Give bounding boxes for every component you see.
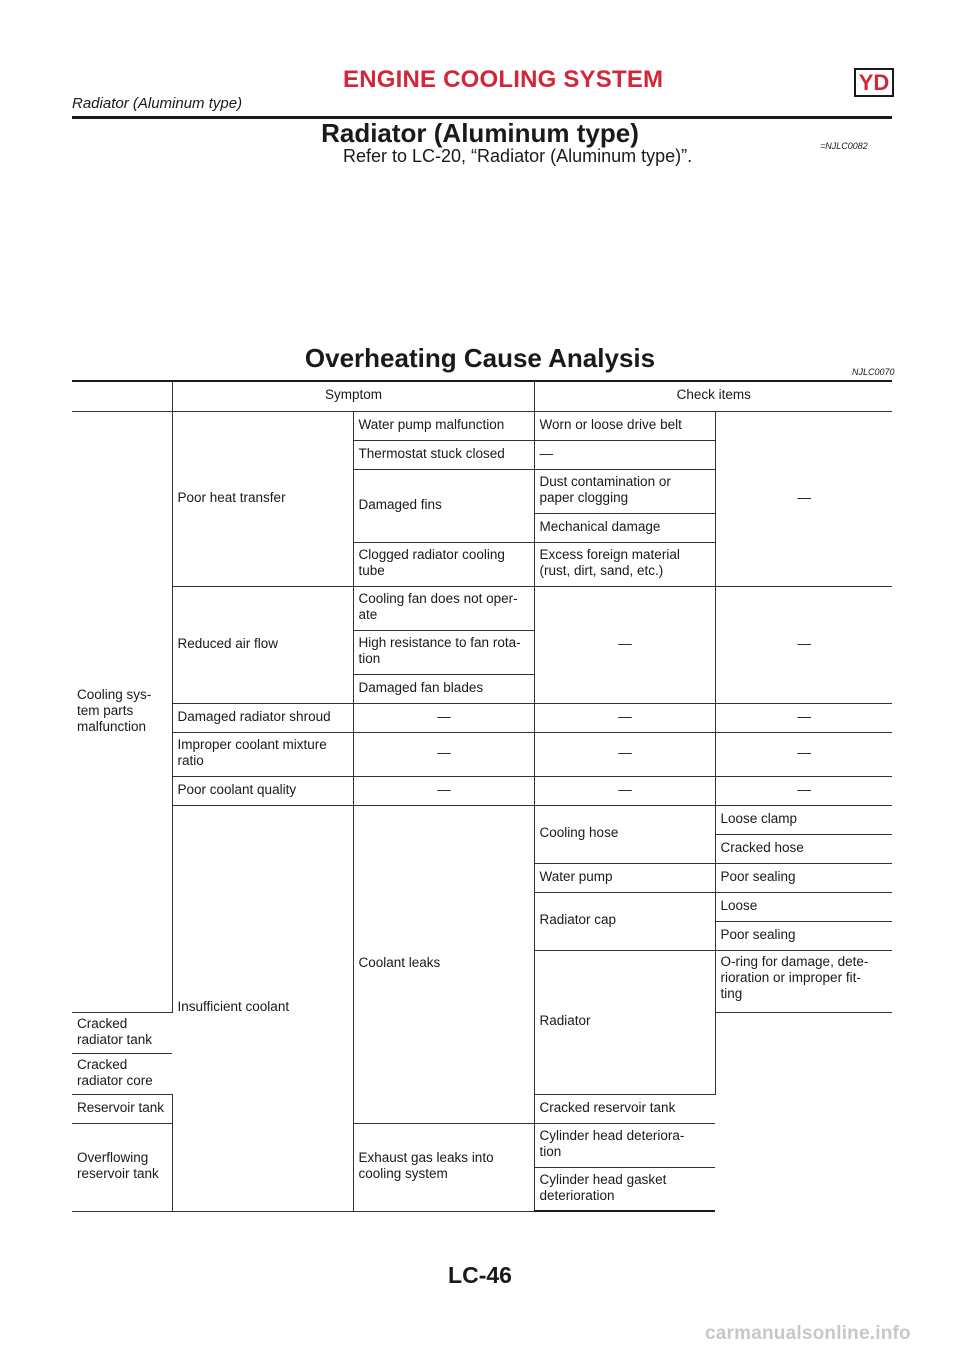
cell-o-ring: O-ring for damage, dete- rioration or improper fit- ting	[715, 950, 892, 1012]
cell-poor-sealing: Poor sealing	[715, 921, 892, 950]
cell-cracked-hose: Cracked hose	[715, 834, 892, 863]
cell-mechanical-damage: Mechanical damage	[534, 513, 715, 542]
cell-gasket-deterioration: Cylinder head gasket deterioration	[534, 1167, 715, 1211]
chapter-title: ENGINE COOLING SYSTEM	[343, 66, 664, 93]
cell-reservoir-tank: Reservoir tank	[72, 1094, 172, 1123]
cell-improper-mixture: Improper coolant mixture ratio	[172, 732, 353, 776]
cell-clogged-tube: Clogged radiator cooling tube	[353, 542, 534, 586]
cell-damaged-shroud: Damaged radiator shroud	[172, 703, 353, 732]
header-symptom: Symptom	[172, 381, 534, 411]
cell-dash: —	[715, 586, 892, 703]
cell-excess-foreign: Excess foreign material (rust, dirt, sand, etc.)	[534, 542, 715, 586]
header-check-items: Check items	[534, 381, 892, 411]
cell-cracked-reservoir: Cracked reservoir tank	[534, 1094, 715, 1123]
cell-coolant-leaks: Coolant leaks	[353, 805, 534, 1123]
cell-water-pump-malfunction: Water pump malfunction	[353, 411, 534, 440]
cell-dash: —	[534, 776, 715, 805]
section-title-radiator: Radiator (Aluminum type)	[321, 118, 639, 148]
cell-radiator-cap: Radiator cap	[534, 892, 715, 950]
cell-loose: Loose	[715, 892, 892, 921]
cell-dash: —	[715, 732, 892, 776]
engine-badge: YD	[854, 68, 894, 97]
cell-damaged-fan-blades: Damaged fan blades	[353, 674, 534, 703]
cell-dash: —	[715, 703, 892, 732]
watermark-text: carmanualsonline.info	[705, 1323, 911, 1344]
cell-insufficient-coolant: Insufficient coolant	[172, 805, 353, 1211]
page-number: LC-46	[448, 1262, 512, 1288]
cell-damaged-fins: Damaged fins	[353, 469, 534, 542]
cell-loose-clamp: Loose clamp	[715, 805, 892, 834]
cell-dash: —	[534, 586, 715, 703]
table-row	[72, 805, 892, 834]
cell-thermostat-stuck: Thermostat stuck closed	[353, 440, 534, 469]
radiator-reference-text: Refer to LC-20, “Radiator (Aluminum type)”.	[343, 146, 693, 166]
group-cooling-system: Cooling sys- tem parts malfunction	[72, 411, 172, 1012]
table-row	[72, 586, 892, 630]
cell-dash: —	[715, 411, 892, 586]
cell-poor-sealing: Poor sealing	[715, 863, 892, 892]
header-blank	[72, 381, 172, 411]
cell-poor-heat-transfer: Poor heat transfer	[172, 411, 353, 586]
table-row	[72, 703, 892, 732]
table-row	[72, 411, 892, 440]
cell-overflowing-reservoir: Overflowing reservoir tank	[72, 1123, 172, 1211]
section-title-analysis: Overheating Cause Analysis	[304, 343, 656, 373]
cell-dash: —	[715, 776, 892, 805]
cell-radiator: Radiator	[534, 950, 715, 1094]
section-id-analysis: NJLC0070	[852, 367, 895, 377]
cell-dust-contamination: Dust contamination or paper clogging	[534, 469, 715, 513]
cell-exhaust-gas-leaks: Exhaust gas leaks into cooling system	[353, 1123, 534, 1211]
cell-dash: —	[353, 732, 534, 776]
cell-high-resistance: High resistance to fan rota- tion	[353, 630, 534, 674]
cell-dash: —	[534, 440, 715, 469]
table-row	[72, 776, 892, 805]
cell-dash: —	[353, 703, 534, 732]
overheating-cause-table	[72, 380, 892, 1212]
cell-reduced-air-flow: Reduced air flow	[172, 586, 353, 703]
cell-dash: —	[353, 776, 534, 805]
cell-cracked-tank: Cracked radiator tank	[72, 1012, 172, 1053]
cell-poor-quality: Poor coolant quality	[172, 776, 353, 805]
cell-dash: —	[534, 732, 715, 776]
cell-head-deterioration: Cylinder head deteriora- tion	[534, 1123, 715, 1167]
cell-worn-belt: Worn or loose drive belt	[534, 411, 715, 440]
cell-water-pump: Water pump	[534, 863, 715, 892]
table-header-row	[72, 381, 892, 411]
cell-fan-not-operate: Cooling fan does not oper- ate	[353, 586, 534, 630]
cell-dash: —	[534, 703, 715, 732]
section-id-radiator: =NJLC0082	[820, 141, 868, 151]
cell-cooling-hose: Cooling hose	[534, 805, 715, 863]
cell-cracked-core: Cracked radiator core	[72, 1053, 172, 1094]
chapter-subtitle: Radiator (Aluminum type)	[72, 95, 243, 112]
table-row	[72, 732, 892, 776]
